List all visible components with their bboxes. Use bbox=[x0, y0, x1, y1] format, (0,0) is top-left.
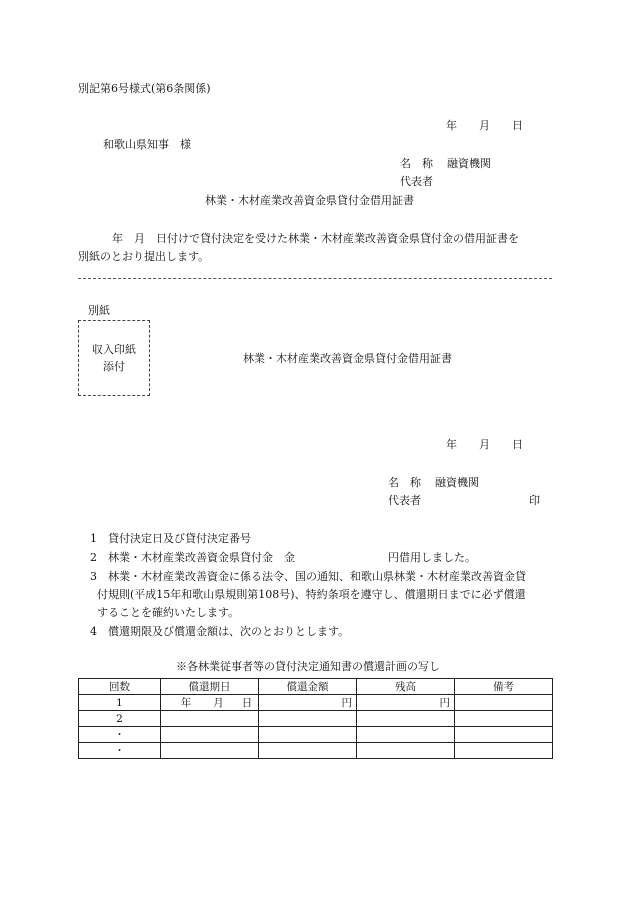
clause-2-suffix: 円借用しました。 bbox=[388, 551, 476, 564]
cell-amount: 円 bbox=[259, 695, 357, 711]
cell-date-year: 年 bbox=[180, 697, 192, 709]
cell-date bbox=[161, 711, 259, 727]
header-repayment-date: 償還期日 bbox=[161, 679, 259, 695]
cell-date bbox=[161, 727, 259, 743]
clause-2-loan-amount: 2 林業・木材産業改善資金県貸付金 金 bbox=[90, 551, 295, 564]
cell-count: ・ bbox=[79, 727, 161, 743]
stamp-box-line2: 添付 bbox=[103, 360, 125, 373]
representative-label: 代表者 bbox=[400, 175, 433, 188]
attachment-label: 別紙 bbox=[88, 304, 110, 317]
header-balance: 残高 bbox=[357, 679, 455, 695]
cell-note bbox=[455, 711, 553, 727]
repayment-plan-table bbox=[78, 678, 553, 759]
cell-balance bbox=[357, 727, 455, 743]
cell-count: ・ bbox=[79, 743, 161, 759]
body-text-line1: 年 月 日付けで貸付決定を受けた林業・木材産業改善資金県貸付金の借用証書を bbox=[112, 232, 519, 245]
header-count: 回数 bbox=[79, 679, 161, 695]
clause-3-line3: することを確約いたします。 bbox=[97, 606, 240, 619]
seal-mark: 印 bbox=[529, 494, 540, 507]
header-remarks: 備考 bbox=[455, 679, 553, 695]
revenue-stamp-box bbox=[78, 320, 150, 396]
cell-count: 2 bbox=[79, 711, 161, 727]
stamp-box-line1: 収入印紙 bbox=[92, 342, 136, 356]
cell-date bbox=[161, 695, 259, 711]
cut-line-divider bbox=[78, 278, 552, 279]
cell-amount bbox=[259, 727, 357, 743]
table-row bbox=[79, 743, 553, 759]
table-header-row bbox=[79, 679, 553, 695]
cell-date-month: 月 bbox=[213, 697, 224, 709]
header-repayment-amount: 償還金額 bbox=[259, 679, 357, 695]
clause-4: 4 償還期限及び償還金額は、次のとおりとします。 bbox=[90, 625, 350, 638]
date-line: 年 月 日 bbox=[446, 119, 523, 132]
cell-balance bbox=[357, 711, 455, 727]
table-row bbox=[79, 695, 553, 711]
name-label: 名 称 bbox=[400, 157, 433, 170]
clause-1: 1 貸付決定日及び貸付決定番号 bbox=[90, 532, 251, 545]
attachment-name-value: 融資機関 bbox=[435, 476, 479, 489]
table-row bbox=[79, 727, 553, 743]
table-caption: ※各林業従事者等の貸付決定通知書の償還計画の写し bbox=[176, 660, 440, 673]
attachment-title: 林業・木材産業改善資金県貸付金借用証書 bbox=[243, 352, 452, 365]
body-text-line2: 別紙のとおり提出します。 bbox=[78, 250, 210, 263]
cell-note bbox=[455, 695, 553, 711]
cell-balance bbox=[357, 743, 455, 759]
clause-3-line2: 付規則(平成15年和歌山県規則第108号)、特約条項を遵守し、償還期日までに必ず償還 bbox=[97, 588, 526, 601]
document-title: 林業・木材産業改善資金県貸付金借用証書 bbox=[205, 194, 414, 207]
cell-count: 1 bbox=[79, 695, 161, 711]
cell-note bbox=[455, 743, 553, 759]
attachment-name-label: 名 称 bbox=[388, 476, 421, 489]
cell-date bbox=[161, 743, 259, 759]
cell-amount bbox=[259, 711, 357, 727]
attachment-date-line: 年 月 日 bbox=[446, 438, 523, 451]
table-row bbox=[79, 711, 553, 727]
name-value: 融資機関 bbox=[447, 157, 491, 170]
cell-balance: 円 bbox=[357, 695, 455, 711]
cell-amount bbox=[259, 743, 357, 759]
clause-3-line1: 3 林業・木材産業改善資金に係る法令、国の通知、和歌山県林業・木材産業改善資金貸 bbox=[90, 570, 526, 583]
attachment-representative-label: 代表者 bbox=[388, 494, 421, 507]
addressee: 和歌山県知事 様 bbox=[103, 138, 191, 151]
cell-note bbox=[455, 727, 553, 743]
cell-date-day: 日 bbox=[241, 697, 253, 709]
form-number: 別記第6号様式(第6条関係) bbox=[78, 82, 211, 95]
